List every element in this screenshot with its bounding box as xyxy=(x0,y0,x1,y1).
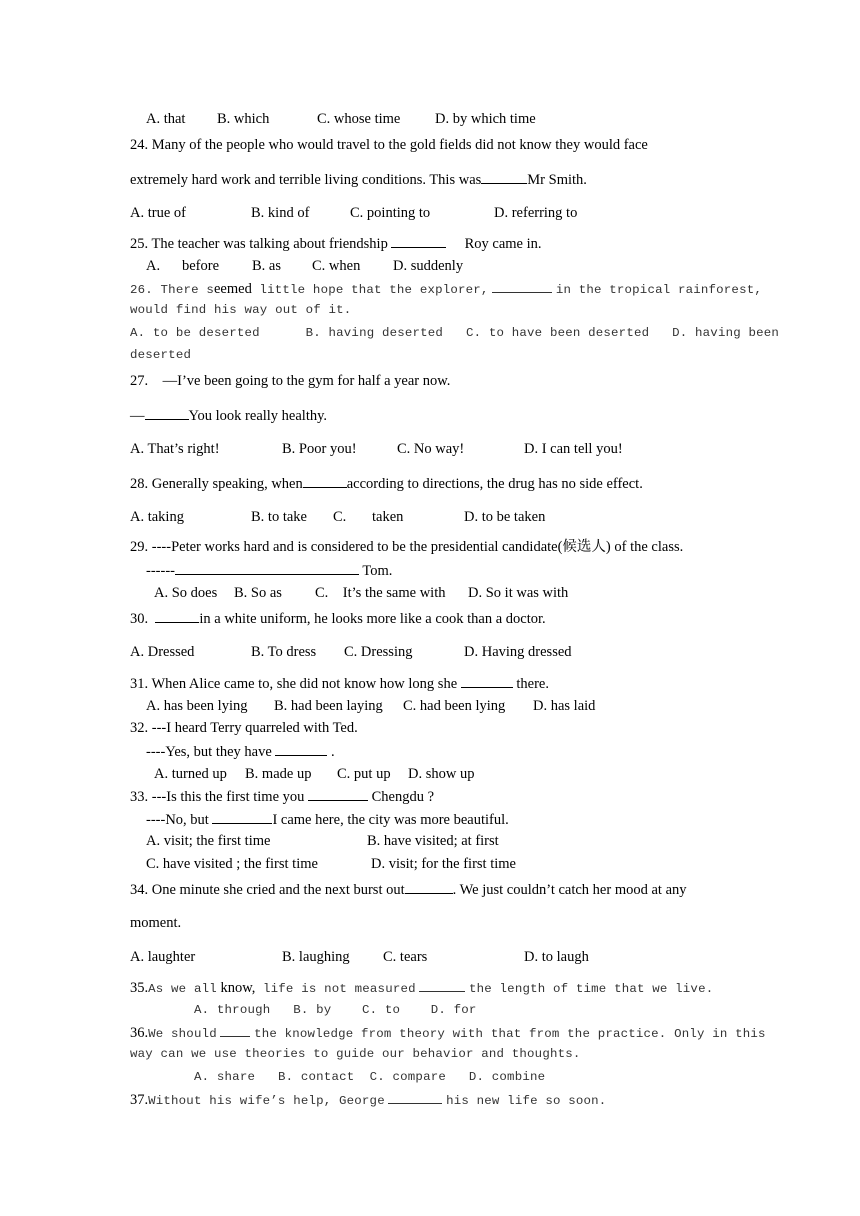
question-26-stem-2: would find his way out of it. xyxy=(130,303,352,317)
question-34-stem: 34. One minute she cried and the next burst out . We just couldn’t catch her mood at any xyxy=(130,882,687,898)
question-31-stem: 31. When Alice came to, she did not know how long she there. xyxy=(130,676,549,692)
option-b: B. laughing xyxy=(282,949,350,965)
option-d: D. suddenly xyxy=(393,258,464,274)
option-a: A. true of xyxy=(130,205,186,221)
question-26-stem: 26. There seemed little hope that the explorer, in the tropical rainforest, xyxy=(130,281,762,297)
question-27-stem-2: — You look really healthy. xyxy=(130,408,328,424)
question-29-stem: 29. ----Peter works hard and is considered to be the presidential candidate(候选人) of the class. xyxy=(130,539,684,555)
option-b: B. So as xyxy=(234,585,282,601)
question-36-options: A. share B. contact C. compare D. combine xyxy=(194,1070,546,1084)
question-33-stem: 33. ---Is this the first time you Chengdu ? xyxy=(130,789,435,805)
question-24-stem-2: extremely hard work and terrible living conditions. This was Mr Smith. xyxy=(130,172,587,188)
option-c: C. have visited ; the first time xyxy=(146,856,318,872)
option-a: A. turned up xyxy=(154,766,227,782)
option-d: D. to laugh xyxy=(524,949,589,965)
question-26-options: A. to be deserted B. having deserted C. to have been deserted D. having been xyxy=(130,326,780,340)
question-35-stem: 35.As we all know, life is not measured the length of time that we live. xyxy=(130,980,714,996)
option-c: C. Dressing xyxy=(344,644,413,660)
option-a: A. Dressed xyxy=(130,644,195,660)
option-c: C. It’s the same with xyxy=(315,585,446,601)
question-26-options-2: deserted xyxy=(130,348,192,362)
option-d: D. I can tell you! xyxy=(524,441,623,457)
option-a: A. visit; the first time xyxy=(146,833,271,849)
option-b: B. To dress xyxy=(251,644,317,660)
option-d: D. show up xyxy=(408,766,475,782)
option-c: C. xyxy=(333,509,347,525)
question-33-stem-2: ----No, but I came here, the city was more beautiful. xyxy=(146,812,509,828)
option-b: B. have visited; at first xyxy=(367,833,499,849)
question-36-stem: 36.We should the knowledge from theory with that from the practice. Only in this xyxy=(130,1025,766,1041)
question-30-stem: 30. in a white uniform, he looks more like a cook than a doctor. xyxy=(130,611,546,627)
question-32-stem: 32. ---I heard Terry quarreled with Ted. xyxy=(130,720,358,736)
question-24-stem: 24. Many of the people who would travel to the gold fields did not know they would face xyxy=(130,137,648,153)
option-a-text: before xyxy=(182,258,220,274)
option-a: A. taking xyxy=(130,509,184,525)
option-a: A. That’s right! xyxy=(130,441,220,457)
option-d: D. to be taken xyxy=(464,509,546,525)
option-b: B. Poor you! xyxy=(282,441,357,457)
question-28-stem: 28. Generally speaking, when according to directions, the drug has no side effect. xyxy=(130,476,643,492)
option-d: D. by which time xyxy=(435,111,536,127)
option-c: C. No way! xyxy=(397,441,465,457)
option-d: D. referring to xyxy=(494,205,578,221)
question-35-options: A. through B. by C. to D. for xyxy=(194,1003,477,1017)
option-d: D. So it was with xyxy=(468,585,569,601)
question-32-stem-2: ----Yes, but they have . xyxy=(146,744,335,760)
option-c: C. pointing to xyxy=(350,205,431,221)
option-b: B. as xyxy=(252,258,281,274)
option-b: B. had been laying xyxy=(274,698,383,714)
option-d: D. visit; for the first time xyxy=(371,856,516,872)
option-d: D. Having dressed xyxy=(464,644,572,660)
option-c-text: taken xyxy=(372,509,404,525)
option-a: A. that xyxy=(146,111,186,127)
question-25-stem: 25. The teacher was talking about friendship Roy came in. xyxy=(130,236,542,252)
question-37-stem: 37.Without his wife’s help, George his new life so soon. xyxy=(130,1092,607,1108)
question-36-stem-2: way can we use theories to guide our behavior and thoughts. xyxy=(130,1047,581,1061)
option-c: C. whose time xyxy=(317,111,401,127)
option-c: C. put up xyxy=(337,766,391,782)
question-34-stem-2: moment. xyxy=(130,915,182,931)
option-a: A. So does xyxy=(154,585,218,601)
option-c: C. tears xyxy=(383,949,428,965)
option-c: C. had been lying xyxy=(403,698,506,714)
option-d: D. has laid xyxy=(533,698,596,714)
option-c: C. when xyxy=(312,258,361,274)
option-b: B. kind of xyxy=(251,205,310,221)
question-27-stem: 27. —I’ve been going to the gym for half a year now. xyxy=(130,373,451,389)
option-b: B. which xyxy=(217,111,270,127)
option-a: A. laughter xyxy=(130,949,196,965)
question-29-stem-2: ------ Tom. xyxy=(146,563,393,579)
option-b: B. made up xyxy=(245,766,312,782)
option-a: A. has been lying xyxy=(146,698,248,714)
option-b: B. to take xyxy=(251,509,307,525)
option-a: A. xyxy=(146,258,161,274)
